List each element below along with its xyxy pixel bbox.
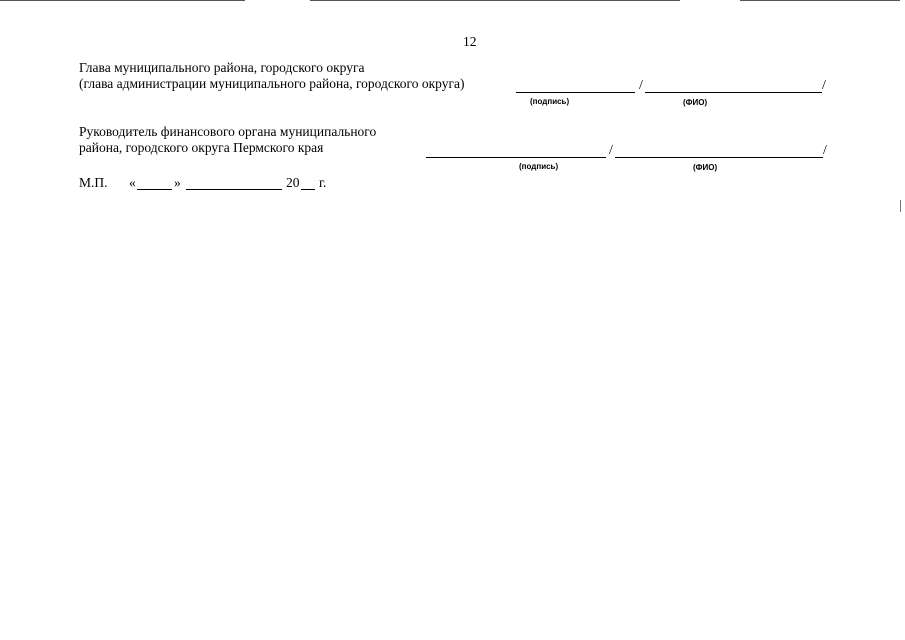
finance-name-line bbox=[615, 157, 823, 158]
head-name-line bbox=[645, 92, 822, 93]
finance-title-line2: района, городского округа Пермского края bbox=[79, 140, 324, 155]
head-end-mark: / bbox=[822, 78, 826, 93]
scan-edge-mark bbox=[0, 0, 245, 1]
date-year-prefix: 20 bbox=[286, 175, 300, 190]
date-year-line bbox=[301, 189, 315, 190]
head-title-line2: (глава администрации муниципального района, городского округа) bbox=[79, 76, 465, 91]
date-day-line bbox=[137, 189, 172, 190]
head-signature-line bbox=[516, 92, 635, 93]
finance-signature-line bbox=[426, 157, 606, 158]
head-separator: / bbox=[639, 78, 643, 93]
head-signature-caption: (подпись) bbox=[530, 97, 570, 106]
date-open-quote: « bbox=[129, 175, 136, 190]
scan-edge-mark bbox=[740, 0, 900, 1]
stamp-label: М.П. bbox=[79, 175, 108, 190]
date-close-quote: » bbox=[174, 175, 181, 190]
finance-name-caption: (ФИО) bbox=[693, 163, 718, 172]
finance-title-line1: Руководитель финансового органа муниципального bbox=[79, 124, 377, 139]
finance-separator: / bbox=[609, 143, 613, 158]
scan-edge-mark bbox=[310, 0, 680, 1]
finance-signature-caption: (подпись) bbox=[519, 162, 559, 171]
head-name-caption: (ФИО) bbox=[683, 98, 708, 107]
scan-side-mark bbox=[900, 200, 901, 212]
page-number: 12 bbox=[463, 34, 477, 49]
date-month-line bbox=[186, 189, 282, 190]
head-title-line1: Глава муниципального района, городского округа bbox=[79, 60, 365, 75]
date-year-suffix: г. bbox=[319, 175, 327, 190]
finance-end-mark: / bbox=[823, 143, 827, 158]
